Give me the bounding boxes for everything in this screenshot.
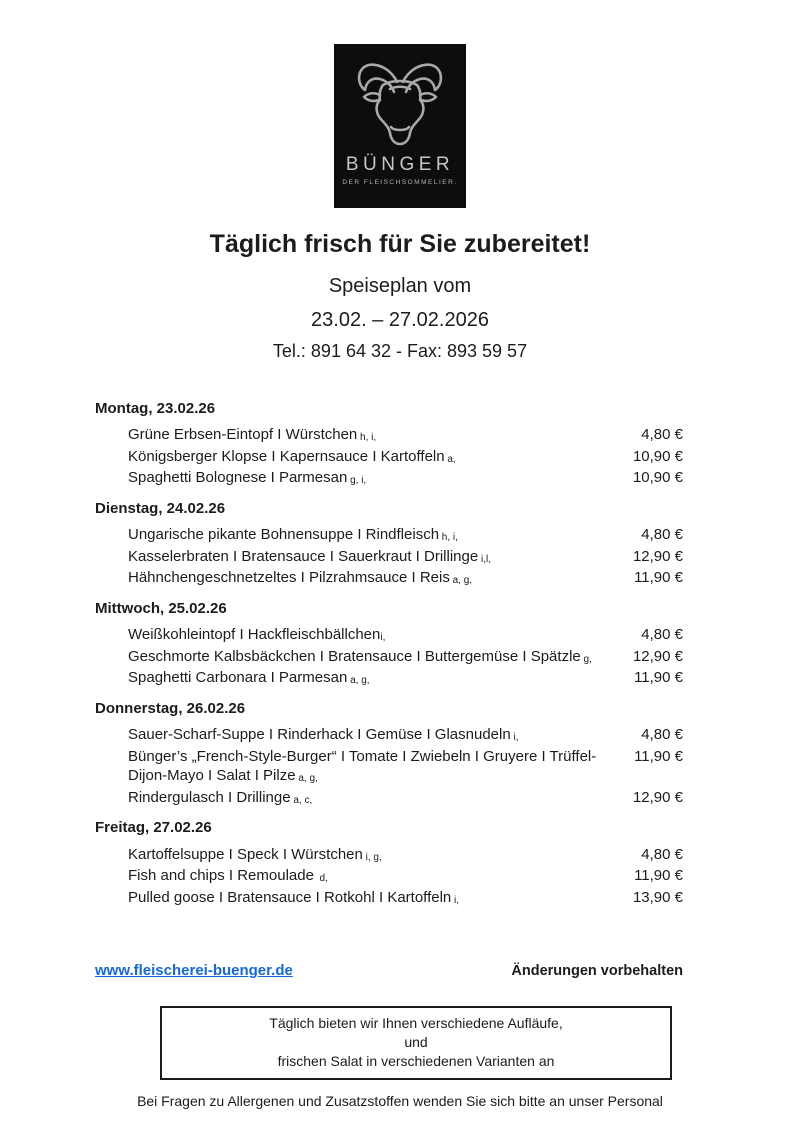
- dish-price: 11,90 €: [634, 867, 683, 885]
- dish-name: Ungarische pikante Bohnensuppe I Rindfleisch: [128, 526, 440, 544]
- dish-name: Spaghetti Bolognese I Parmesan: [128, 469, 348, 487]
- dish-row: [128, 668, 683, 690]
- dish-name: Kasselerbraten I Bratensauce I Sauerkraut I Drillinge: [128, 547, 479, 565]
- dish-name: Geschmorte Kalbsbäckchen I Bratensauce I Buttergemüse I Spätzle: [128, 647, 581, 665]
- dish-name: Königsberger Klopse I Kapernsauce I Kartoffeln: [128, 447, 445, 465]
- dish-row: [128, 747, 683, 788]
- dish-row: [128, 866, 683, 888]
- daily-specials-box: [160, 1006, 672, 1080]
- dish-row: [128, 447, 683, 469]
- page-title: Täglich frisch für Sie zubereitet!: [209, 230, 591, 258]
- dish-price: 4,80 €: [641, 726, 683, 744]
- dish-name: Weißkohleintopf I Hackfleischbällchen: [128, 626, 381, 644]
- day-heading: Montag, 23.02.26: [95, 399, 216, 417]
- allergen-codes: a, g,: [295, 773, 318, 785]
- allergen-codes: a,: [444, 453, 456, 465]
- allergen-codes: i,l,: [478, 553, 491, 565]
- dish-list: [95, 425, 683, 490]
- dish-name: Fish and chips I Remoulade: [128, 867, 314, 885]
- dish-name: Sauer-Scharf-Suppe I Rinderhack I Gemüse I Glasnudeln: [128, 726, 511, 744]
- menu-day-thursday: [95, 699, 683, 810]
- dish-price: 4,80 €: [641, 526, 683, 544]
- allergen-codes: a, c,: [290, 794, 313, 806]
- dish-price: 4,80 €: [641, 426, 683, 444]
- brand-tagline: DER FLEISCHSOMMELIER.: [342, 179, 458, 186]
- dish-row: [128, 888, 683, 910]
- subtitle: Speiseplan vom: [328, 275, 472, 297]
- dish-price: 12,90 €: [632, 788, 683, 806]
- dish-price: 13,90 €: [632, 888, 683, 906]
- day-heading: Mittwoch, 25.02.26: [95, 599, 227, 617]
- dish-row: [128, 725, 683, 747]
- dish-price: 10,90 €: [632, 447, 683, 465]
- dish-price: 11,90 €: [634, 569, 683, 587]
- dish-name: Rindergulasch I Drillinge: [128, 788, 291, 806]
- dish-row: [128, 525, 683, 547]
- allergen-codes: i,: [380, 632, 386, 644]
- menu-day-wednesday: [95, 599, 683, 690]
- brand-name: BÜNGER: [345, 154, 455, 175]
- dish-price: 4,80 €: [641, 626, 683, 644]
- dish-list: [95, 725, 683, 809]
- dish-list: [95, 525, 683, 590]
- dish-row: [128, 425, 683, 447]
- allergen-codes: a, g,: [347, 675, 370, 687]
- allergen-codes: i, g,: [362, 851, 382, 863]
- dish-price: 11,90 €: [634, 669, 683, 687]
- allergen-codes: i,: [451, 894, 460, 906]
- menu-day-monday: [95, 399, 683, 490]
- dish-row: [128, 547, 683, 569]
- dish-row: [128, 845, 683, 867]
- allergen-note: Bei Fragen zu Allergenen und Zusatzstoffen wenden Sie sich bitte an unser Personal: [137, 1093, 663, 1110]
- dish-price: 4,80 €: [641, 845, 683, 863]
- bull-head-icon: [350, 53, 450, 153]
- dish-list: [95, 845, 683, 910]
- dish-name: Pulled goose I Bratensauce I Rotkohl I Kartoffeln: [128, 888, 452, 906]
- date-range: 23.02. – 27.02.2026: [311, 309, 489, 331]
- info-box-line: und: [404, 1034, 428, 1051]
- dish-name: Bünger’s „French-Style-Burger“ I Tomate I Zwiebeln I Gruyere I Trüffel-Dijon-Mayo I Salat I Pilze: [128, 747, 597, 785]
- dish-list: [95, 625, 683, 690]
- day-heading: Freitag, 27.02.26: [95, 819, 212, 837]
- dish-price: 12,90 €: [632, 547, 683, 565]
- dish-name: Hähnchengeschnetzeltes I Pilzrahmsauce I Reis: [128, 569, 450, 587]
- info-box-line: Täglich bieten wir Ihnen verschiedene Aufläufe,: [269, 1015, 563, 1032]
- weekly-menu: [95, 399, 683, 919]
- dish-price: 10,90 €: [632, 469, 683, 487]
- dish-name: Spaghetti Carbonara I Parmesan: [128, 669, 348, 687]
- footer-row: [95, 962, 683, 979]
- dish-row: [128, 468, 683, 490]
- dish-row: [128, 625, 683, 647]
- dish-name: Grüne Erbsen-Eintopf I Würstchen: [128, 426, 358, 444]
- allergen-codes: g,: [580, 653, 592, 665]
- day-heading: Donnerstag, 26.02.26: [95, 699, 246, 717]
- dish-row: [128, 788, 683, 810]
- day-heading: Dienstag, 24.02.26: [95, 499, 226, 517]
- allergen-codes: h, i,: [439, 532, 458, 544]
- website-link[interactable]: www.fleischerei-buenger.de: [95, 962, 293, 980]
- allergen-codes: a, g,: [449, 575, 473, 587]
- dish-price: 12,90 €: [632, 647, 683, 665]
- allergen-codes: i,: [510, 732, 519, 744]
- dish-name: Kartoffelsuppe I Speck I Würstchen: [128, 845, 363, 863]
- info-box-line: frischen Salat in verschiedenen Varianten an: [277, 1053, 555, 1070]
- dish-row: [128, 568, 683, 590]
- allergen-codes: d,: [313, 873, 328, 885]
- allergen-codes: g, i,: [347, 475, 367, 487]
- dish-row: [128, 647, 683, 669]
- company-logo: [334, 44, 466, 208]
- menu-day-friday: [95, 818, 683, 909]
- contact-line: Tel.: 891 64 32 - Fax: 893 59 57: [272, 341, 528, 361]
- changes-disclaimer: Änderungen vorbehalten: [511, 963, 683, 980]
- menu-day-tuesday: [95, 499, 683, 590]
- dish-price: 11,90 €: [634, 747, 683, 765]
- allergen-codes: h, i,: [357, 432, 377, 444]
